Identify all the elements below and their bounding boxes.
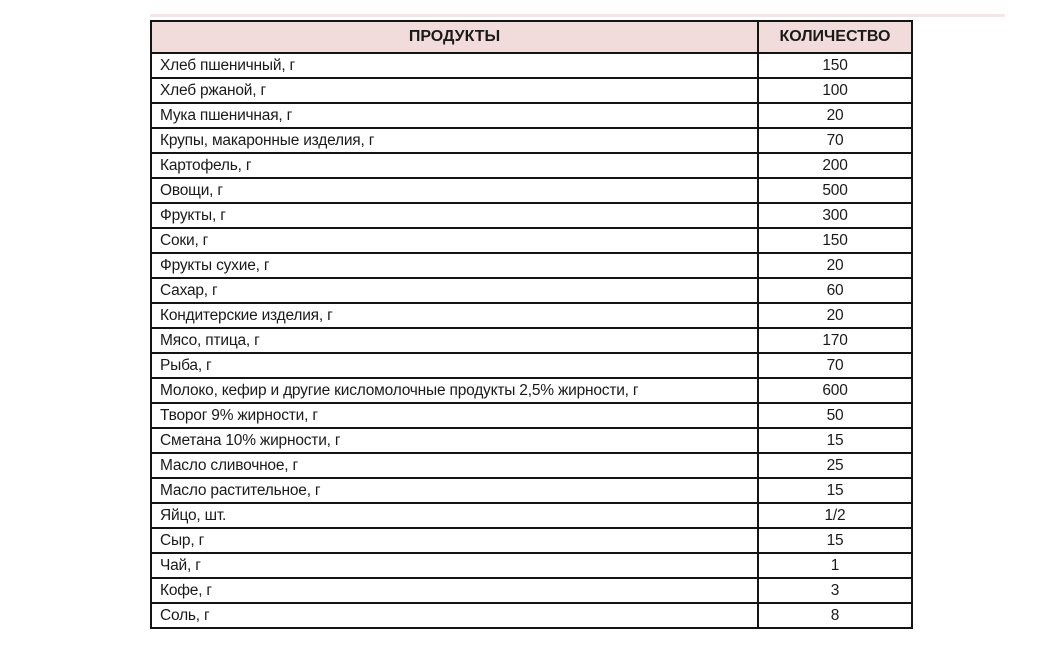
product-name-cell: Крупы, макаронные изделия, г <box>151 128 758 153</box>
table-row <box>151 103 912 128</box>
table-row <box>151 453 912 478</box>
table-body <box>151 53 912 628</box>
table-row <box>151 578 912 603</box>
quantity-cell: 8 <box>758 603 912 628</box>
product-name-cell: Молоко, кефир и другие кисломолочные продукты 2,5% жирности, г <box>151 378 758 403</box>
table-row <box>151 553 912 578</box>
quantity-header-cell: КОЛИЧЕСТВО <box>758 21 912 53</box>
quantity-cell: 70 <box>758 353 912 378</box>
product-name-cell: Соки, г <box>151 228 758 253</box>
table-row <box>151 228 912 253</box>
table-header <box>151 21 912 53</box>
product-name-cell: Картофель, г <box>151 153 758 178</box>
product-name-cell: Творог 9% жирности, г <box>151 403 758 428</box>
quantity-cell: 150 <box>758 53 912 78</box>
product-name-cell: Сметана 10% жирности, г <box>151 428 758 453</box>
quantity-cell: 100 <box>758 78 912 103</box>
product-name-cell: Кофе, г <box>151 578 758 603</box>
quantity-cell: 1 <box>758 553 912 578</box>
table-row <box>151 428 912 453</box>
product-name-cell: Соль, г <box>151 603 758 628</box>
table-row <box>151 353 912 378</box>
table-row <box>151 278 912 303</box>
quantity-cell: 50 <box>758 403 912 428</box>
quantity-cell: 20 <box>758 303 912 328</box>
table-row <box>151 528 912 553</box>
product-name-cell: Масло сливочное, г <box>151 453 758 478</box>
product-name-cell: Хлеб ржаной, г <box>151 78 758 103</box>
quantity-cell: 15 <box>758 528 912 553</box>
product-name-cell: Овощи, г <box>151 178 758 203</box>
table-row <box>151 478 912 503</box>
table-row <box>151 378 912 403</box>
table-row <box>151 53 912 78</box>
quantity-cell: 3 <box>758 578 912 603</box>
quantity-cell: 60 <box>758 278 912 303</box>
table-row <box>151 203 912 228</box>
quantity-cell: 200 <box>758 153 912 178</box>
table-row <box>151 128 912 153</box>
product-name-cell: Хлеб пшеничный, г <box>151 53 758 78</box>
table-row <box>151 178 912 203</box>
table-row <box>151 503 912 528</box>
product-name-cell: Мука пшеничная, г <box>151 103 758 128</box>
quantity-cell: 300 <box>758 203 912 228</box>
quantity-cell: 1/2 <box>758 503 912 528</box>
product-name-cell: Фрукты, г <box>151 203 758 228</box>
quantity-cell: 600 <box>758 378 912 403</box>
product-name-cell: Кондитерские изделия, г <box>151 303 758 328</box>
products-table <box>150 20 913 629</box>
product-name-cell: Сахар, г <box>151 278 758 303</box>
product-name-cell: Чай, г <box>151 553 758 578</box>
quantity-cell: 15 <box>758 478 912 503</box>
quantity-cell: 25 <box>758 453 912 478</box>
table-row <box>151 78 912 103</box>
product-name-cell: Рыба, г <box>151 353 758 378</box>
table-row <box>151 603 912 628</box>
header-row <box>151 21 912 53</box>
table-row <box>151 403 912 428</box>
product-name-cell: Мясо, птица, г <box>151 328 758 353</box>
product-name-cell: Сыр, г <box>151 528 758 553</box>
product-name-cell: Масло растительное, г <box>151 478 758 503</box>
products-header-cell: ПРОДУКТЫ <box>151 21 758 53</box>
table-row <box>151 253 912 278</box>
quantity-cell: 20 <box>758 103 912 128</box>
table-row <box>151 153 912 178</box>
quantity-cell: 170 <box>758 328 912 353</box>
product-name-cell: Яйцо, шт. <box>151 503 758 528</box>
quantity-cell: 15 <box>758 428 912 453</box>
quantity-cell: 150 <box>758 228 912 253</box>
quantity-cell: 70 <box>758 128 912 153</box>
table-row <box>151 303 912 328</box>
top-pink-strip <box>150 14 1005 17</box>
quantity-cell: 500 <box>758 178 912 203</box>
quantity-cell: 20 <box>758 253 912 278</box>
table-row <box>151 328 912 353</box>
product-name-cell: Фрукты сухие, г <box>151 253 758 278</box>
